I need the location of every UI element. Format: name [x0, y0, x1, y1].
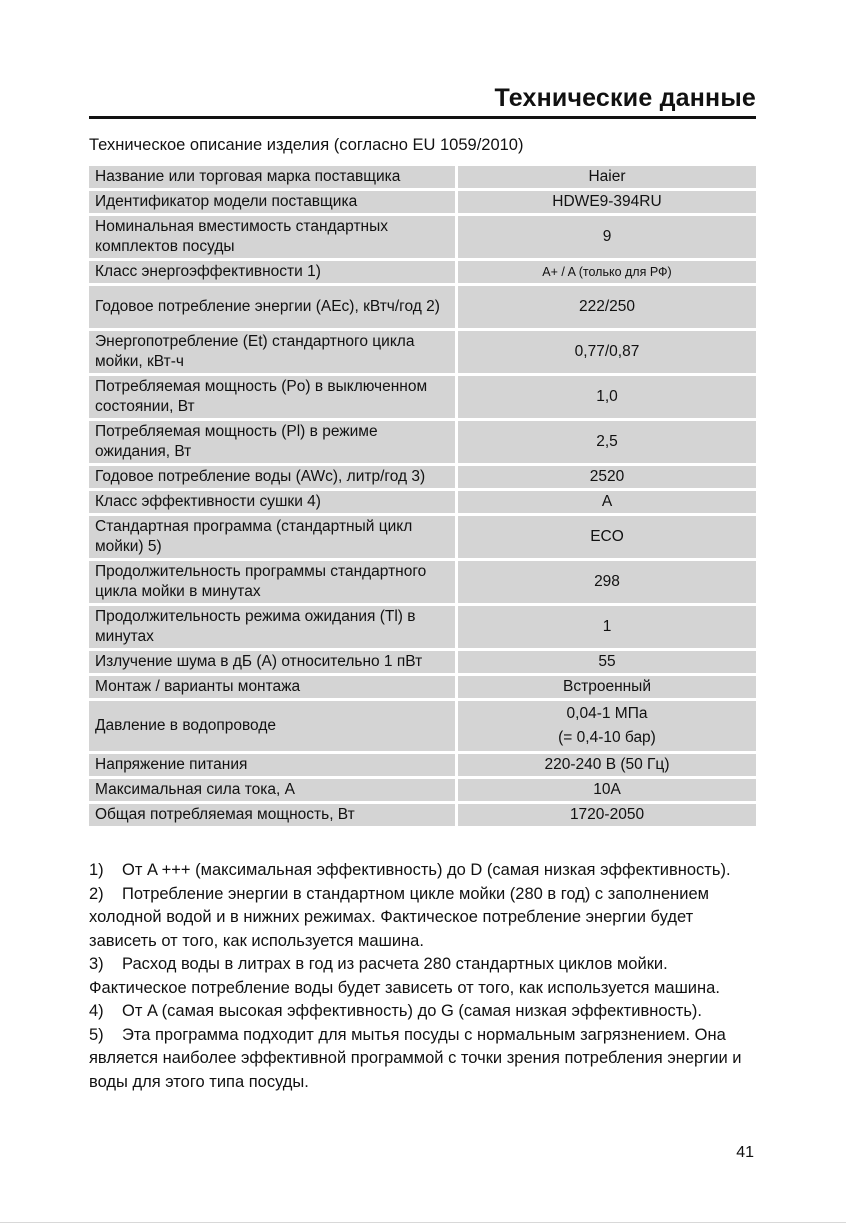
table-row: [89, 516, 756, 558]
table-row: [89, 286, 756, 328]
spec-label: Общая потребляемая мощность, Вт: [89, 804, 458, 826]
heading-divider: [89, 116, 756, 119]
spec-value: 1,0: [458, 376, 756, 418]
spec-label: Класс энергоэффективности 1): [89, 261, 458, 283]
table-row: [89, 779, 756, 801]
spec-label: Класс эффективности сушки 4): [89, 491, 458, 513]
spec-value: Haier: [458, 166, 756, 188]
table-row: [89, 754, 756, 776]
table-row: [89, 376, 756, 418]
spec-label: Название или торговая марка поставщика: [89, 166, 458, 188]
footnote: [89, 1024, 756, 1095]
table-row: [89, 561, 756, 603]
page-heading: Технические данные: [494, 84, 756, 112]
table-row: [89, 191, 756, 213]
footnote-text: Расход воды в литрах в год из расчета 280 стандартных циклов мойки. Фактическое потребление воды будет зависеть от того, как используется машина.: [89, 955, 720, 997]
footnote: [89, 859, 756, 883]
table-row: [89, 491, 756, 513]
footnote-number: 2): [89, 884, 104, 903]
spec-label: Напряжение питания: [89, 754, 458, 776]
footnote-number: 3): [89, 955, 104, 973]
spec-value: Встроенный: [458, 676, 756, 698]
table-row: [89, 606, 756, 648]
table-row: [89, 701, 756, 751]
spec-label: Давление в водопроводе: [89, 701, 458, 751]
footnote-text: От A +++ (максимальная эффективность) до D (самая низкая эффективность).: [122, 861, 731, 879]
table-row: [89, 331, 756, 373]
spec-value: A: [458, 491, 756, 513]
table-row: [89, 676, 756, 698]
spec-value: HDWE9-394RU: [458, 191, 756, 213]
document-subtitle: Техническое описание изделия (согласно EU 1059/2010): [89, 136, 524, 154]
spec-label: Годовое потребление энергии (AEc), кВтч/год 2): [89, 286, 458, 328]
spec-value: 1: [458, 606, 756, 648]
footnote-text: Эта программа подходит для мытья посуды с нормальным загрязнением. Она является наиболее эффективной программой с точки зрения потребления энергии и воды для этого типа посуды.: [89, 1025, 742, 1091]
spec-value-secondary: (= 0,4-10 бар): [558, 729, 656, 746]
page-number: 41: [736, 1144, 754, 1161]
spec-label: Стандартная программа (стандартный цикл мойки) 5): [89, 516, 458, 558]
spec-label: Излучение шума в дБ (А) относительно 1 пВт: [89, 651, 458, 673]
footnote-number: 5): [89, 1025, 104, 1044]
spec-value: 1720-2050: [458, 804, 756, 826]
spec-value: 0,04-1 МПа: [566, 705, 648, 722]
spec-label: Продолжительность режима ожидания (Tl) в минутах: [89, 606, 458, 648]
spec-value: 222/250: [458, 286, 756, 328]
spec-value: 2,5: [458, 421, 756, 463]
table-row: [89, 804, 756, 826]
footnotes: [89, 859, 756, 1094]
spec-value: 220-240 В (50 Гц): [458, 754, 756, 776]
spec-label: Монтаж / варианты монтажа: [89, 676, 458, 698]
spec-label: Идентификатор модели поставщика: [89, 191, 458, 213]
spec-label: Потребляемая мощность (Pl) в режиме ожидания, Вт: [89, 421, 458, 463]
spec-label: Потребляемая мощность (Po) в выключенном состоянии, Вт: [89, 376, 458, 418]
footnote: [89, 883, 756, 954]
spec-value: ECO: [458, 516, 756, 558]
spec-value: 55: [458, 651, 756, 673]
table-row: [89, 421, 756, 463]
footnote-number: 1): [89, 861, 104, 879]
spec-label: Продолжительность программы стандартного цикла мойки в минутах: [89, 561, 458, 603]
footnote-text: Потребление энергии в стандартном цикле мойки (280 в год) с заполнением холодной водой и в нижних режимах. Фактическое потребление энергии будет зависеть от того, как используется машина.: [89, 884, 710, 950]
spec-value: 10А: [458, 779, 756, 801]
spec-value: 298: [458, 561, 756, 603]
table-row: [89, 261, 756, 283]
table-row: [89, 166, 756, 188]
footnote: [89, 953, 756, 1000]
spec-label: Энергопотребление (Et) стандартного цикла мойки, кВт-ч: [89, 331, 458, 373]
technical-specifications-table: [89, 163, 756, 829]
table-row: [89, 216, 756, 258]
footnote: [89, 1000, 756, 1024]
table-row: [89, 651, 756, 673]
spec-value-cell: [458, 701, 756, 751]
spec-label: Максимальная сила тока, А: [89, 779, 458, 801]
spec-value: 0,77/0,87: [458, 331, 756, 373]
bottom-divider: [0, 1222, 846, 1223]
spec-value: A+ / A (только для РФ): [458, 261, 756, 283]
footnote-number: 4): [89, 1002, 104, 1020]
footnote-text: От A (самая высокая эффективность) до G (самая низкая эффективность).: [122, 1002, 702, 1020]
table-row: [89, 466, 756, 488]
spec-value: 2520: [458, 466, 756, 488]
spec-value: 9: [458, 216, 756, 258]
spec-label: Годовое потребление воды (AWc), литр/год 3): [89, 466, 458, 488]
spec-label: Номинальная вместимость стандартных комплектов посуды: [89, 216, 458, 258]
